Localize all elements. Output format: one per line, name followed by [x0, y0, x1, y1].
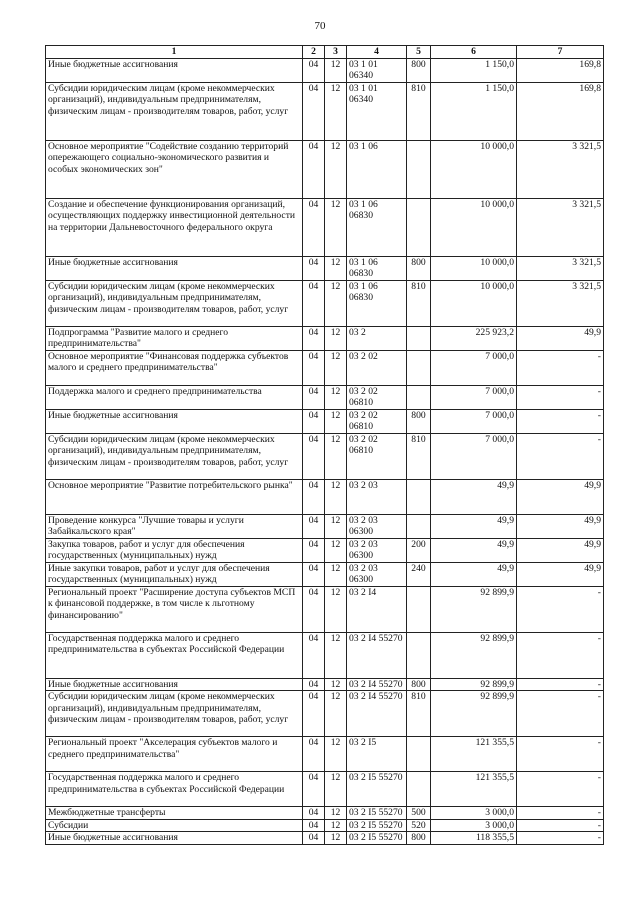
- row-name-cell: Межбюджетные трансферты: [46, 807, 303, 820]
- target-code-cell: 03 2 02 06810: [347, 409, 407, 433]
- row-name-cell: Создание и обеспечение функционирования организаций, осуществляющих поддержку инвестиционной деятельности на территории Дальневосточного федерального округа: [46, 198, 303, 256]
- table-row: [46, 772, 604, 807]
- section-cell: 04: [303, 198, 325, 256]
- executed-amount-cell: -: [517, 350, 604, 385]
- subsection-cell: 12: [325, 538, 347, 562]
- expense-type-cell: 810: [407, 280, 431, 326]
- target-code-cell: 03 2 03 06300: [347, 538, 407, 562]
- section-cell: 04: [303, 772, 325, 807]
- executed-amount-cell: -: [517, 678, 604, 691]
- executed-amount-cell: -: [517, 385, 604, 409]
- executed-amount-cell: -: [517, 832, 604, 845]
- column-header: 4: [347, 46, 407, 59]
- table-row: [46, 58, 604, 82]
- row-name-cell: Иные бюджетные ассигнования: [46, 409, 303, 433]
- target-code-cell: 03 2 02 06810: [347, 385, 407, 409]
- target-code-cell: 03 2 I4: [347, 586, 407, 632]
- table-row: [46, 198, 604, 256]
- executed-amount-cell: 49,9: [517, 514, 604, 538]
- expense-type-cell: 810: [407, 433, 431, 479]
- expense-type-cell: [407, 737, 431, 772]
- target-code-cell: 03 2 I4 55270: [347, 632, 407, 678]
- row-name-cell: Проведение конкурса "Лучшие товары и услуги Забайкальского края": [46, 514, 303, 538]
- section-cell: 04: [303, 140, 325, 198]
- expense-type-cell: [407, 140, 431, 198]
- expense-type-cell: 810: [407, 691, 431, 737]
- executed-amount-cell: 3 321,5: [517, 280, 604, 326]
- expense-type-cell: [407, 586, 431, 632]
- subsection-cell: 12: [325, 586, 347, 632]
- subsection-cell: 12: [325, 678, 347, 691]
- section-cell: 04: [303, 562, 325, 586]
- subsection-cell: 12: [325, 819, 347, 832]
- subsection-cell: 12: [325, 198, 347, 256]
- section-cell: 04: [303, 632, 325, 678]
- planned-amount-cell: 10 000,0: [431, 280, 517, 326]
- planned-amount-cell: 92 899,9: [431, 586, 517, 632]
- table-row: [46, 819, 604, 832]
- column-header: 6: [431, 46, 517, 59]
- column-header: 5: [407, 46, 431, 59]
- subsection-cell: 12: [325, 772, 347, 807]
- column-header: 7: [517, 46, 604, 59]
- row-name-cell: Основное мероприятие "Финансовая поддержка субъектов малого и среднего предпринимательства": [46, 350, 303, 385]
- subsection-cell: 12: [325, 256, 347, 280]
- expense-type-cell: 240: [407, 562, 431, 586]
- expense-type-cell: 800: [407, 409, 431, 433]
- page-number: 70: [314, 20, 326, 32]
- row-name-cell: Основное мероприятие "Содействие созданию территорий опережающего социально-экономического развития и особых экономических зон": [46, 140, 303, 198]
- row-name-cell: Иные бюджетные ассигнования: [46, 678, 303, 691]
- section-cell: 04: [303, 433, 325, 479]
- expense-type-cell: 200: [407, 538, 431, 562]
- table-row: [46, 280, 604, 326]
- row-name-cell: Иные бюджетные ассигнования: [46, 58, 303, 82]
- row-name-cell: Государственная поддержка малого и среднего предпринимательства в субъектах Российской Федерации: [46, 632, 303, 678]
- section-cell: 04: [303, 256, 325, 280]
- row-name-cell: Субсидии: [46, 819, 303, 832]
- expense-type-cell: [407, 772, 431, 807]
- table-row: [46, 479, 604, 514]
- executed-amount-cell: 49,9: [517, 562, 604, 586]
- planned-amount-cell: 118 355,5: [431, 832, 517, 845]
- row-name-cell: Поддержка малого и среднего предпринимательства: [46, 385, 303, 409]
- expense-type-cell: 800: [407, 678, 431, 691]
- column-header: 3: [325, 46, 347, 59]
- row-name-cell: Субсидии юридическим лицам (кроме некоммерческих организаций), индивидуальным предпринимателям, физическим лицам - производителям товаров, работ, услуг: [46, 691, 303, 737]
- target-code-cell: 03 2 I5 55270: [347, 807, 407, 820]
- subsection-cell: 12: [325, 140, 347, 198]
- planned-amount-cell: 92 899,9: [431, 632, 517, 678]
- target-code-cell: 03 2: [347, 326, 407, 350]
- subsection-cell: 12: [325, 350, 347, 385]
- subsection-cell: 12: [325, 514, 347, 538]
- executed-amount-cell: 49,9: [517, 479, 604, 514]
- row-name-cell: Региональный проект "Расширение доступа субъектов МСП к финансовой поддержке, в том числе к льготному финансированию": [46, 586, 303, 632]
- planned-amount-cell: 10 000,0: [431, 256, 517, 280]
- target-code-cell: 03 1 06 06830: [347, 198, 407, 256]
- row-name-cell: Иные бюджетные ассигнования: [46, 256, 303, 280]
- subsection-cell: 12: [325, 409, 347, 433]
- target-code-cell: 03 2 I5: [347, 737, 407, 772]
- row-name-cell: Субсидии юридическим лицам (кроме некоммерческих организаций), индивидуальным предпринимателям, физическим лицам - производителям товаров, работ, услуг: [46, 433, 303, 479]
- planned-amount-cell: 92 899,9: [431, 678, 517, 691]
- expense-type-cell: [407, 385, 431, 409]
- planned-amount-cell: 7 000,0: [431, 409, 517, 433]
- target-code-cell: 03 1 06 06830: [347, 256, 407, 280]
- table-row: [46, 562, 604, 586]
- subsection-cell: 12: [325, 807, 347, 820]
- planned-amount-cell: 49,9: [431, 514, 517, 538]
- subsection-cell: 12: [325, 82, 347, 140]
- subsection-cell: 12: [325, 632, 347, 678]
- section-cell: 04: [303, 350, 325, 385]
- row-name-cell: Субсидии юридическим лицам (кроме некоммерческих организаций), индивидуальным предпринимателям, физическим лицам - производителям товаров, работ, услуг: [46, 82, 303, 140]
- table-row: [46, 632, 604, 678]
- section-cell: 04: [303, 538, 325, 562]
- target-code-cell: 03 1 06: [347, 140, 407, 198]
- expense-type-cell: 810: [407, 82, 431, 140]
- row-name-cell: Субсидии юридическим лицам (кроме некоммерческих организаций), индивидуальным предпринимателям, физическим лицам - производителям товаров, работ, услуг: [46, 280, 303, 326]
- planned-amount-cell: 3 000,0: [431, 807, 517, 820]
- target-code-cell: 03 2 I4 55270: [347, 691, 407, 737]
- expense-type-cell: [407, 326, 431, 350]
- planned-amount-cell: 49,9: [431, 479, 517, 514]
- subsection-cell: 12: [325, 326, 347, 350]
- planned-amount-cell: 7 000,0: [431, 350, 517, 385]
- section-cell: 04: [303, 82, 325, 140]
- planned-amount-cell: 121 355,5: [431, 772, 517, 807]
- section-cell: 04: [303, 586, 325, 632]
- table-row: [46, 350, 604, 385]
- column-header: 1: [46, 46, 303, 59]
- target-code-cell: 03 1 01 06340: [347, 58, 407, 82]
- executed-amount-cell: 49,9: [517, 538, 604, 562]
- planned-amount-cell: 1 150,0: [431, 58, 517, 82]
- executed-amount-cell: 169,8: [517, 82, 604, 140]
- subsection-cell: 12: [325, 737, 347, 772]
- subsection-cell: 12: [325, 433, 347, 479]
- target-code-cell: 03 2 03 06300: [347, 562, 407, 586]
- planned-amount-cell: 121 355,5: [431, 737, 517, 772]
- table-row: [46, 256, 604, 280]
- target-code-cell: 03 2 02: [347, 350, 407, 385]
- target-code-cell: 03 2 I5 55270: [347, 772, 407, 807]
- executed-amount-cell: 3 321,5: [517, 140, 604, 198]
- table-row: [46, 737, 604, 772]
- executed-amount-cell: -: [517, 691, 604, 737]
- planned-amount-cell: 7 000,0: [431, 433, 517, 479]
- table-row: [46, 586, 604, 632]
- target-code-cell: 03 1 01 06340: [347, 82, 407, 140]
- table-row: [46, 832, 604, 845]
- table-row: [46, 691, 604, 737]
- planned-amount-cell: 10 000,0: [431, 140, 517, 198]
- section-cell: 04: [303, 691, 325, 737]
- executed-amount-cell: -: [517, 632, 604, 678]
- table-header-row: [46, 46, 604, 59]
- table-row: [46, 385, 604, 409]
- table-row: [46, 538, 604, 562]
- subsection-cell: 12: [325, 385, 347, 409]
- table-row: [46, 409, 604, 433]
- subsection-cell: 12: [325, 479, 347, 514]
- row-name-cell: Государственная поддержка малого и среднего предпринимательства в субъектах Российской Федерации: [46, 772, 303, 807]
- section-cell: 04: [303, 479, 325, 514]
- subsection-cell: 12: [325, 280, 347, 326]
- table-row: [46, 140, 604, 198]
- executed-amount-cell: -: [517, 807, 604, 820]
- executed-amount-cell: -: [517, 737, 604, 772]
- executed-amount-cell: 169,8: [517, 58, 604, 82]
- planned-amount-cell: 92 899,9: [431, 691, 517, 737]
- section-cell: 04: [303, 409, 325, 433]
- section-cell: 04: [303, 514, 325, 538]
- subsection-cell: 12: [325, 58, 347, 82]
- executed-amount-cell: 3 321,5: [517, 198, 604, 256]
- expense-type-cell: 500: [407, 807, 431, 820]
- expense-type-cell: [407, 632, 431, 678]
- table-row: [46, 807, 604, 820]
- column-header: 2: [303, 46, 325, 59]
- expense-type-cell: [407, 350, 431, 385]
- expense-type-cell: [407, 514, 431, 538]
- target-code-cell: 03 1 06 06830: [347, 280, 407, 326]
- executed-amount-cell: 3 321,5: [517, 256, 604, 280]
- executed-amount-cell: -: [517, 586, 604, 632]
- expense-type-cell: 800: [407, 832, 431, 845]
- executed-amount-cell: -: [517, 772, 604, 807]
- target-code-cell: 03 2 03: [347, 479, 407, 514]
- target-code-cell: 03 2 02 06810: [347, 433, 407, 479]
- executed-amount-cell: 49,9: [517, 326, 604, 350]
- planned-amount-cell: 3 000,0: [431, 819, 517, 832]
- planned-amount-cell: 7 000,0: [431, 385, 517, 409]
- section-cell: 04: [303, 678, 325, 691]
- section-cell: 04: [303, 280, 325, 326]
- subsection-cell: 12: [325, 832, 347, 845]
- budget-table: [45, 45, 604, 845]
- planned-amount-cell: 225 923,2: [431, 326, 517, 350]
- section-cell: 04: [303, 737, 325, 772]
- target-code-cell: 03 2 03 06300: [347, 514, 407, 538]
- planned-amount-cell: 1 150,0: [431, 82, 517, 140]
- expense-type-cell: [407, 198, 431, 256]
- planned-amount-cell: 49,9: [431, 538, 517, 562]
- expense-type-cell: 800: [407, 256, 431, 280]
- table-row: [46, 82, 604, 140]
- section-cell: 04: [303, 832, 325, 845]
- expense-type-cell: 800: [407, 58, 431, 82]
- section-cell: 04: [303, 385, 325, 409]
- planned-amount-cell: 49,9: [431, 562, 517, 586]
- target-code-cell: 03 2 I4 55270: [347, 678, 407, 691]
- row-name-cell: Иные закупки товаров, работ и услуг для обеспечения государственных (муниципальных) нужд: [46, 562, 303, 586]
- section-cell: 04: [303, 326, 325, 350]
- executed-amount-cell: -: [517, 409, 604, 433]
- table-row: [46, 326, 604, 350]
- target-code-cell: 03 2 I5 55270: [347, 832, 407, 845]
- row-name-cell: Основное мероприятие "Развитие потребительского рынка": [46, 479, 303, 514]
- section-cell: 04: [303, 807, 325, 820]
- executed-amount-cell: -: [517, 819, 604, 832]
- row-name-cell: Подпрограмма "Развитие малого и среднего предпринимательства": [46, 326, 303, 350]
- row-name-cell: Региональный проект "Акселерация субъектов малого и среднего предпринимательства": [46, 737, 303, 772]
- executed-amount-cell: -: [517, 433, 604, 479]
- section-cell: 04: [303, 819, 325, 832]
- subsection-cell: 12: [325, 562, 347, 586]
- table-row: [46, 678, 604, 691]
- table-row: [46, 433, 604, 479]
- expense-type-cell: [407, 479, 431, 514]
- target-code-cell: 03 2 I5 55270: [347, 819, 407, 832]
- row-name-cell: Иные бюджетные ассигнования: [46, 832, 303, 845]
- expense-type-cell: 520: [407, 819, 431, 832]
- planned-amount-cell: 10 000,0: [431, 198, 517, 256]
- row-name-cell: Закупка товаров, работ и услуг для обеспечения государственных (муниципальных) нужд: [46, 538, 303, 562]
- subsection-cell: 12: [325, 691, 347, 737]
- table-row: [46, 514, 604, 538]
- section-cell: 04: [303, 58, 325, 82]
